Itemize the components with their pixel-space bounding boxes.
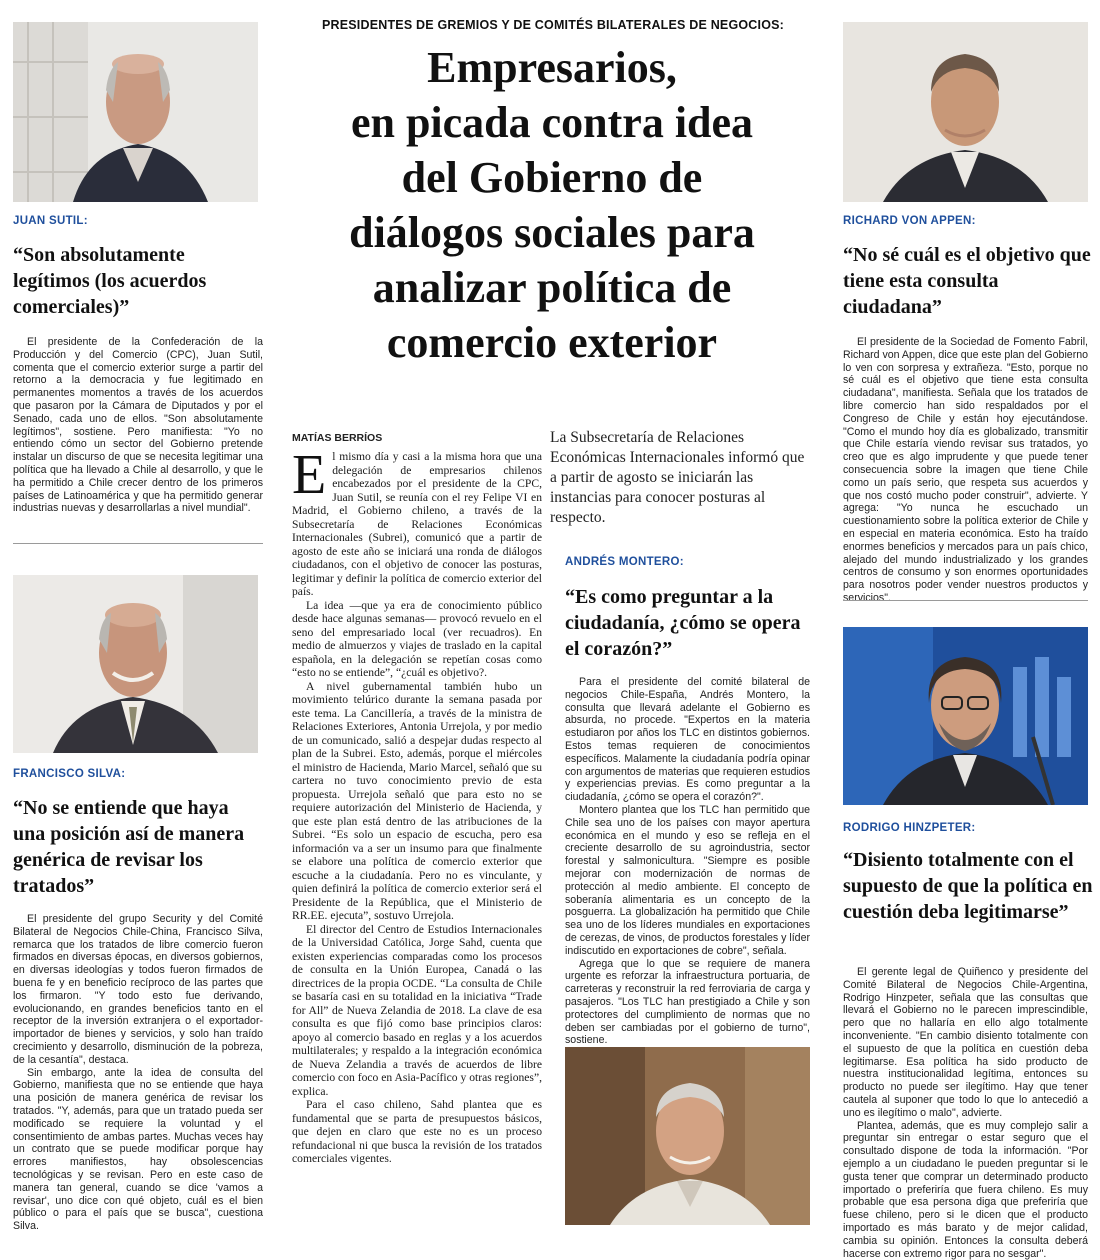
- sidebar-paragraph: Para el presidente del comité bilateral de negocios Chile-España, Andrés Montero, la consulta que llevará adelante el Gobierno es absurda, no procede. "Expertos en la materia estudiaron por años los TLC en distintos gobiernos. Estos temas requieren de conocimientos específicos. Malamente la ciudadanía podría opinar con argumentos de materias que requieren estudios y experiencias previas. Es como preguntar a la ciudadanía, ¿cómo se opera el corazón?".: [565, 676, 810, 804]
- sidebar-paragraph: El presidente de la Confederación de la Producción y del Comercio (CPC), Juan Sutil, comenta que el comercio exterior surge a partir del retorno a la democracia y fue legitimado en permanentes momentos a través de los acuerdos que pasaron por la Cámara de Diputados y por el Senado, cada uno de ellos. "Son absolutamente legítimos", sostiene. Pero manifiesta: "Yo no entiendo cómo un sector del Gobierno pretende instalar un discurso de que se necesita legitimar una política que ha llevado a Chile al desarrollo, y que le ha permitido a Chile crecer dentro de los primeros países de Latinoamérica y que ha permitido generar industrias nuevas y desarrollarlas a nivel mundial".: [13, 336, 263, 515]
- main-article-body: [292, 444, 542, 1166]
- kicker: PRESIDENTES DE GREMIOS Y DE COMITÉS BILATERALES DE NEGOCIOS:: [321, 18, 785, 32]
- sidebar-quote: “Disiento totalmente con el supuesto de que la política en cuestión deba legitimarse”: [843, 849, 1093, 923]
- headline-line: del Gobierno de: [401, 153, 703, 202]
- sidebar-quote: “No sé cuál es el objetivo que tiene esta consulta ciudadana”: [843, 244, 1091, 318]
- sidebar-name: RICHARD VON APPEN:: [843, 215, 976, 227]
- headline-line: Empresarios,: [427, 43, 677, 92]
- sidebar-quote: “Es como preguntar a la ciudadanía, ¿cómo se opera el corazón?”: [565, 586, 801, 660]
- byline: MATÍAS BERRÍOS: [292, 432, 383, 444]
- headline-line: en picada contra idea: [350, 98, 754, 147]
- sidebar-name: RODRIGO HINZPETER:: [843, 822, 976, 834]
- divider: [843, 600, 1088, 601]
- sidebar-name: ANDRÉS MONTERO:: [565, 556, 684, 568]
- article-first-paragraph: l mismo día y casi a la misma hora que una delegación de empresarios chilenos encabezados por el presidente de la CPC, Juan Sutil, se reunía con el rey Felipe VI en Madrid, el Gobierno chileno, a través de la Subsecretaría de Relaciones Económicas Internacionales (Subrei), comunicó que a partir de agosto de este año se iniciará una ronda de diálogos ciudadanos, con el objetivo de conocer las posturas, legitimar y definir la política de comercio exterior del país.: [292, 450, 542, 598]
- sidebar-quote: “No se entiende que haya una posición así de manera genérica de revisar los tratados”: [13, 797, 245, 897]
- sidebar-paragraph: Sin embargo, ante la idea de consulta del Gobierno, manifiesta que no se entiende que haya una posición de manera genérica de revisar los tratados. "Y, además, para que un tratado pueda ser modificado se requiere la voluntad y el consentimiento de ambas partes. Muchas veces hay un contrato que se puede modificar porque hay errores manifiestos, hay obsolescencias tecnológicas y se revisan. Pero en este caso de manera tan general, cuando se dice 'vamos a revisar', uno dice con qué objeto, cuál es el bien público o para el país que se busca", cuestiona Silva.: [13, 1066, 263, 1233]
- photo-andres-montero: [565, 1047, 810, 1225]
- sidebar-body: [565, 676, 810, 1047]
- headline-line: analizar política de: [372, 263, 732, 312]
- article-paragraph: [292, 444, 542, 599]
- photo-richard-von-appen: [843, 22, 1088, 202]
- sidebar-body: [843, 966, 1088, 1260]
- divider: [13, 543, 263, 544]
- sidebar-paragraph: El presidente del grupo Security y del Comité Bilateral de Negocios Chile-China, Francisco Silva, remarca que los tratados de libre comercio fueron firmados en diversas épocas, en diversos gobiernos, en diversas ideologías y todos fueron firmados de buena fe y en beneficio recíproco de las partes que los firmaron. "Y todo esto fue derivando, evolucionando, en grandes beneficios tanto en el receptor de la inversión extranjera o el exportador-importador de bienes y servicios, y solo han traído crecimiento y desarrollo, disminución de la pobreza, de la cesantía", destaca.: [13, 913, 263, 1066]
- sidebar-paragraph: El presidente de la Sociedad de Fomento Fabril, Richard von Appen, dice que este plan del Gobierno lo ven con sorpresa y extrañeza. "Esto, porque no sé cuál es el objetivo que tiene esta consulta ciudadana", manifiesta. Señala que los tratados de libre comercio han sido respaldados por el Congreso de Chile y están hoy ejecutándose. "Como el mundo hoy día es globalizado, transmitir que Chile estaría viendo revisar sus tratados, yo creo que es algo imprudente y que puede tener consecuencia sobre la imagen que tiene Chile como un país serio, que respeta sus acuerdos y que nos costó mucho poder construir", advierte. Y agrega: "Yo nunca he escuchado un cuestionamiento sobre la política exterior de Chile y en especial en materia económica. Esto ha traído enormes beneficios y mercados para un país chico, alejado del mundo industrializado y los grandes centros de consumo y son enormes oportunidades para nosotros poder vender nuestros productos y servicios".: [843, 336, 1089, 604]
- dropcap: E: [292, 444, 327, 506]
- sidebar-paragraph: Plantea, además, que es muy complejo salir a preguntar sin entregar o estar seguro que el consultado dispone de toda la información. "Por ejemplo a un ciudadano le pueden preguntar si le gusta tener que comprar un determinado producto importado o preferiría que fuera chileno. Es muy probable que esa persona diga que preferiría que fuese chileno, pero si le dicen que el producto importado es más barato y de mejor calidad, cambia su opinión. Entonces la consulta deberá hacerse con extremo rigor para no sesgar".: [843, 1119, 1088, 1260]
- headline-line: comercio exterior: [386, 318, 718, 367]
- sidebar-paragraph: Montero plantea que los TLC han permitido que Chile sea uno de los países con mayor apertura económica en el mundo y eso se refleja en el creciente desarrollo de su agroindustria, sector forestal y salmonicultura. "Siempre es posible mejorar con modernización de normas de protección al medio ambiente. El concepto de soberanía alimentaria es un concepto de la posguerra. La globalización ha permitido que Chile sea uno de los líderes mundiales en exportaciones de cerezas, de vinos, de productos forestales y líder indiscutido en exportaciones de cobre", señala.: [565, 803, 810, 957]
- sidebar-paragraph: El gerente legal de Quiñenco y presidente del Comité Bilateral de Negocios Chile-Argentina, Rodrigo Hinzpeter, señala que las consultas que llevará el Gobierno no le parecen imprescindible, pero que no hallaría en ello algo totalmente inconveniente. "En cambio disiento totalmente con el supuesto de que la política en cuestión deba legitimarse. Esa política ha sido producto de nuestra institucionalidad legítima, entonces su producto no puede ser ilegítimo. Hay que tener cautela al suponer que todo lo que lo antecedió a uno es ilegítimo o malo", advierte.: [843, 966, 1088, 1119]
- article-paragraph: El director del Centro de Estudios Internacionales de la Universidad Católica, Jorge Sahd, cuenta que existen experiencias comparadas como los procesos de consulta en la Unión Europea, Canadá o las directrices de la propia OCDE. “La consulta de Chile se basaría casi en su totalidad en la iniciativa “Trade for All” de Nueva Zelandia de 2018. La clave de esa consulta es que fijó como base principios claros: apoyo al comercio basado en reglas y a los acuerdos multilaterales; y respaldo a la integración económica de Nueva Zelandia a través de acuerdos de libre comercio con foco en Asia-Pacífico y otras regiones”, explica.: [292, 922, 542, 1098]
- sidebar-body: [13, 913, 263, 1233]
- sidebar-name: FRANCISCO SILVA:: [13, 768, 126, 780]
- lede: La Subsecretaría de Relaciones Económicas Internacionales informó que a partir de agosto se iniciarán las instancias para conocer posturas al respecto.: [550, 429, 805, 526]
- article-paragraph: La idea —que ya era de conocimiento público desde hace algunas semanas— provocó revuelo en el seno del empresariado local (ver recuadros). En medio de almuerzos y viajes de traslado en la capital española, en la delegación se repetían cosas como “esto no se entiende”, “¿cuál es objetivo?.: [292, 598, 542, 679]
- photo-juan-sutil: [13, 22, 258, 202]
- photo-francisco-silva: [13, 575, 258, 753]
- headline: [286, 40, 818, 370]
- sidebar-paragraph: Agrega que lo que se requiere de manera urgente es reforzar la infraestructura portuaria, de carreteras y reconstruir la red ferroviaria de carga y pasajeros. "Los TLC han prestigiado a Chile y son protectores del cumplimiento de normas que no deben ser cambiadas por el gobierno de turno", sostiene.: [565, 957, 810, 1047]
- photo-rodrigo-hinzpeter: [843, 627, 1088, 805]
- sidebar-body: [13, 336, 263, 515]
- headline-line: diálogos sociales para: [349, 208, 755, 257]
- sidebar-name: JUAN SUTIL:: [13, 215, 88, 227]
- article-paragraph: Para el caso chileno, Sahd plantea que es fundamental que se parta de presupuestos básicos, que dejen en claro que este no es un proceso refundacional ni que busca la revisión de los tratados comerciales vigentes.: [292, 1098, 542, 1165]
- sidebar-body: [843, 336, 1088, 605]
- sidebar-quote: “Son absolutamente legítimos (los acuerdos comerciales)”: [13, 244, 207, 318]
- article-paragraph: A nivel gubernamental también hubo un movimiento telúrico durante la semana pasada por este tema. La Cancillería, a través de la ministra de Relaciones Exteriores, Antonia Urrejola, y por medio de un comunicado, salió a despejar dudas respecto al plan de la Subrei. Esto, además, porque el miércoles el ministro de Hacienda, Mario Marcel, señaló que su cartera no tuvo conocimiento previo de esta propuesta. Urrejola señaló que para esto no se requiere autorización del Ministerio de Hacienda, y que este plan está dentro de las atribuciones de la Subrei. “Es solo un espacio de escucha, pero esa información va a ser un insumo para que finalmente se elabore una política de comercio exterior que escuche a la ciudadanía. Pero no es vinculante, y quien definirá la política de comercio exterior será el Presidente de la República, que el Ministerio de RR.EE. ejecuta”, sostuvo Urrejola.: [292, 679, 542, 922]
